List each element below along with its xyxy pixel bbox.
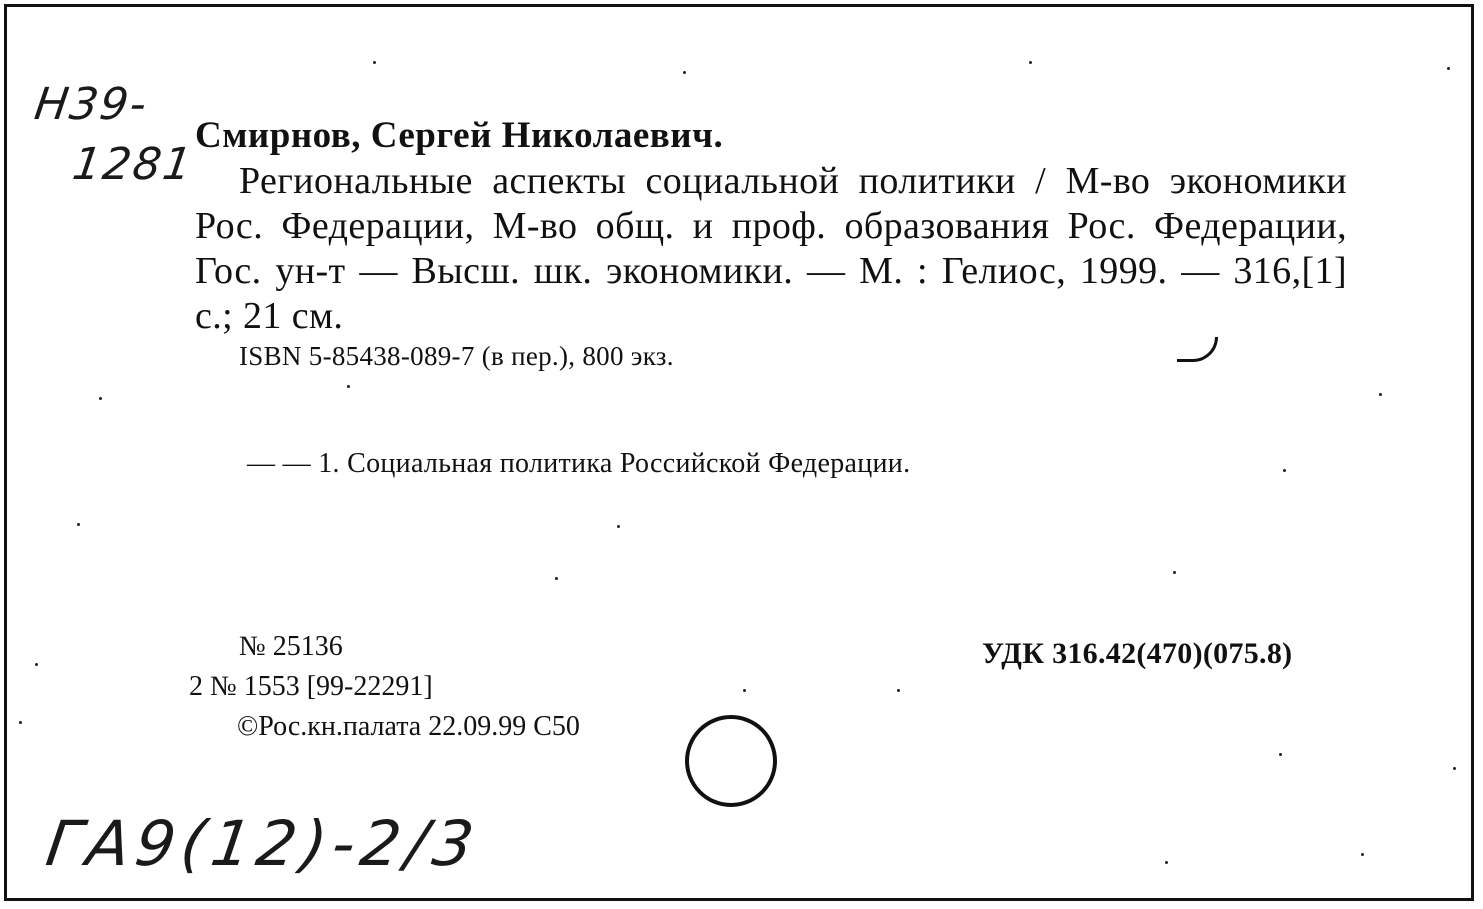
bottom-handwritten-mark: ГА9(12)-2/3 [41, 807, 484, 880]
speck-icon [1453, 767, 1456, 770]
speck-icon [1165, 861, 1168, 864]
speck-icon [99, 397, 102, 400]
shelf-mark-line1: Н39- [31, 79, 152, 130]
udc-code: УДК 316.42(470)(075.8) [982, 637, 1293, 670]
isbn-line: ISBN 5-85438-089-7 (в пер.), 800 экз. [239, 341, 674, 371]
speck-icon [683, 71, 686, 74]
registration-number-1: № 25136 [239, 631, 343, 662]
speck-icon [1379, 393, 1382, 396]
speck-icon [555, 577, 558, 580]
speck-icon [897, 689, 900, 692]
speck-icon [373, 61, 376, 64]
registration-number-2: 2 № 1553 [99-22291] [189, 671, 433, 702]
speck-icon [35, 663, 38, 666]
speck-icon [347, 385, 350, 388]
speck-icon [1447, 67, 1450, 70]
speck-icon [19, 721, 22, 724]
circle-stamp-icon [685, 715, 777, 807]
checkmark-icon [1177, 337, 1218, 362]
speck-icon [1173, 571, 1176, 574]
speck-icon [617, 525, 620, 528]
shelf-mark-line2: 1281 [69, 139, 197, 190]
copyright-line: ©Рос.кн.палата 22.09.99 С50 [237, 711, 580, 742]
bibliographic-description: Региональные аспекты социальной политики / М-во экономики Рос. Федерации, М-во общ. и проф. образования Рос. Федерации, Гос. ун-т — Высш. шк. экономики. — М. : Гелиос, 1999. — 316,[1] с.; 21 см. [195, 160, 1347, 337]
speck-icon [1283, 469, 1286, 472]
speck-icon [77, 523, 80, 526]
speck-icon [743, 689, 746, 692]
speck-icon [1279, 753, 1282, 756]
author-heading: Смирнов, Сергей Николаевич. [195, 115, 724, 156]
speck-icon [1361, 853, 1364, 856]
catalog-card [4, 4, 1474, 901]
subject-line: — — 1. Социальная политика Российской Федерации. [247, 448, 911, 479]
speck-icon [1029, 61, 1032, 64]
